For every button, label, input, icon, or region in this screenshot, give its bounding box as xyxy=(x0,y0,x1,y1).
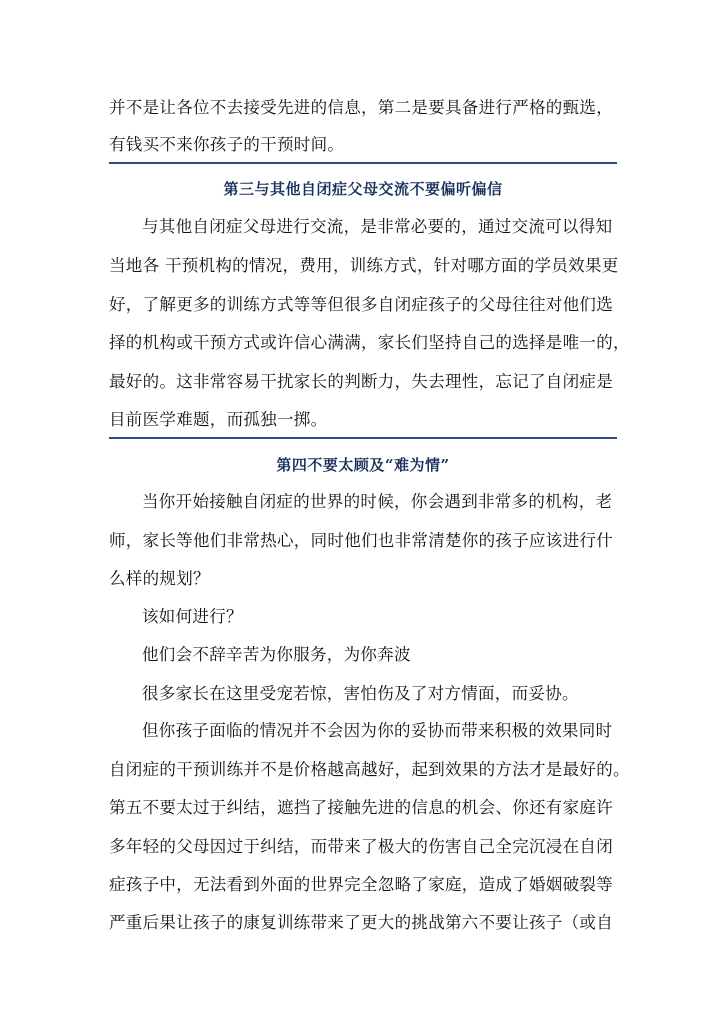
section-heading-4: 第四不要太顾及“难为情” xyxy=(276,456,450,474)
paragraph-line: 么样的规划？ xyxy=(109,569,210,588)
paragraph-line: 择的机构或干预方式或许信心满满，家长们坚持自己的选择是唯一的， xyxy=(109,333,630,352)
paragraph-line: 第五不要太过于纠结，遮挡了接触先进的信息的机会、你还有家庭许 xyxy=(109,798,613,817)
section-divider xyxy=(109,437,617,439)
paragraph-line: 师，家长等他们非常热心，同时他们也非常清楚你的孩子应该进行什 xyxy=(109,531,613,550)
paragraph-line: 严重后果让孩子的康复训练带来了更大的挑战第六不要让孩子（或自 xyxy=(109,913,613,932)
paragraph-line: 与其他自闭症父母进行交流，是非常必要的，通过交流可以得知 xyxy=(142,217,613,236)
paragraph-line: 好，了解更多的训练方式等等但很多自闭症孩子的父母往往对他们选 xyxy=(109,295,613,314)
paragraph-line: 自闭症的干预训练并不是价格越高越好，起到效果的方法才是最好的。 xyxy=(109,760,630,779)
paragraph-line: 当你开始接触自闭症的世界的时候，你会遇到非常多的机构，老 xyxy=(142,492,613,511)
paragraph-line: 但你孩子面临的情况并不会因为你的妥协而带来积极的效果同时 xyxy=(142,721,613,740)
paragraph-line: 多年轻的父母因过于纠结，而带来了极大的伤害自己全完沉浸在自闭 xyxy=(109,837,613,856)
paragraph-line: 很多家长在这里受宠若惊，害怕伤及了对方情面，而妥协。 xyxy=(142,684,579,703)
paragraph-line: 最好的。这非常容易干扰家长的判断力，失去理性，忘记了自闭症是 xyxy=(109,372,613,391)
paragraph-line: 症孩子中，无法看到外面的世界完全忽略了家庭，造成了婚姻破裂等 xyxy=(109,875,613,894)
paragraph-line: 并不是让各位不去接受先进的信息，第二是要具备进行严格的甄选， xyxy=(109,98,613,117)
paragraph-line: 该如何进行？ xyxy=(142,607,243,626)
paragraph-line: 他们会不辞辛苦为你服务，为你奔波 xyxy=(142,645,411,664)
section-heading-3: 第三与其他自闭症父母交流不要偏听偏信 xyxy=(223,180,503,198)
paragraph-line: 当地各 干预机构的情况，费用，训练方式，针对哪方面的学员效果更 xyxy=(109,256,619,275)
paragraph-line: 有钱买不来你孩子的干预时间。 xyxy=(109,135,345,154)
section-divider xyxy=(109,162,617,164)
paragraph-line: 目前医学难题，而孤独一掷。 xyxy=(109,410,328,429)
